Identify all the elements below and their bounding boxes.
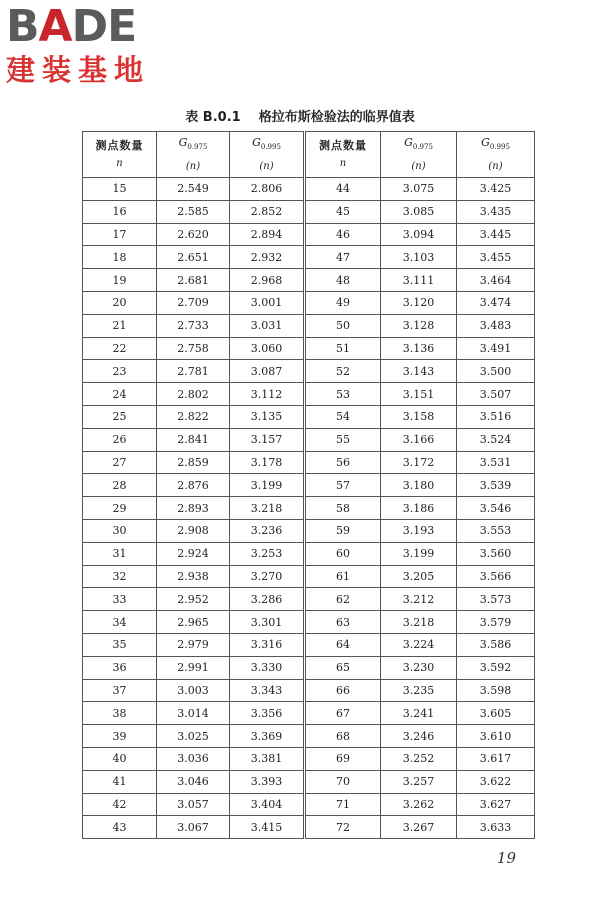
cell-g995-left: 3.135 [230, 405, 305, 428]
cell-g975-right: 3.246 [381, 725, 457, 748]
cell-g975-right: 3.136 [381, 337, 457, 360]
cell-g995-left: 3.316 [230, 633, 305, 656]
cell-g975-left: 3.067 [157, 816, 230, 839]
table-row [83, 291, 535, 314]
cell-g995-left: 3.218 [230, 497, 305, 520]
cell-g995-left: 3.178 [230, 451, 305, 474]
cell-g995-right: 3.455 [457, 246, 535, 269]
cell-g995-left: 3.415 [230, 816, 305, 839]
cell-n-right: 59 [305, 519, 381, 542]
cell-g975-left: 2.991 [157, 656, 230, 679]
cell-g975-right: 3.230 [381, 656, 457, 679]
cell-n-right: 72 [305, 816, 381, 839]
cell-g995-right: 3.610 [457, 725, 535, 748]
cell-g995-right: 3.579 [457, 611, 535, 634]
cell-g995-left: 3.270 [230, 565, 305, 588]
cell-n-left: 15 [83, 178, 157, 201]
cell-g975-right: 3.186 [381, 497, 457, 520]
cell-g975-right: 3.128 [381, 314, 457, 337]
cell-g995-right: 3.425 [457, 178, 535, 201]
cell-g975-right: 3.143 [381, 360, 457, 383]
cell-g995-left: 3.087 [230, 360, 305, 383]
cell-n-left: 39 [83, 725, 157, 748]
cell-n-right: 70 [305, 770, 381, 793]
table-row [83, 679, 535, 702]
header-n-left: 测点数量 n [83, 132, 157, 178]
cell-g975-left: 2.651 [157, 246, 230, 269]
cell-g995-right: 3.573 [457, 588, 535, 611]
cell-g975-right: 3.262 [381, 793, 457, 816]
table-row [83, 519, 535, 542]
cell-n-right: 56 [305, 451, 381, 474]
cell-n-right: 62 [305, 588, 381, 611]
cell-g995-right: 3.617 [457, 747, 535, 770]
cell-g995-right: 3.474 [457, 291, 535, 314]
table-row [83, 200, 535, 223]
cell-g975-right: 3.075 [381, 178, 457, 201]
logo-letter-b: B [6, 1, 39, 52]
cell-n-right: 44 [305, 178, 381, 201]
cell-n-left: 27 [83, 451, 157, 474]
header-g995-left: $G_{0.995}$ (n) [230, 132, 305, 178]
cell-g975-right: 3.085 [381, 200, 457, 223]
cell-g995-left: 3.286 [230, 588, 305, 611]
cell-g975-left: 2.781 [157, 360, 230, 383]
cell-g995-left: 3.330 [230, 656, 305, 679]
table-row [83, 611, 535, 634]
table-body [83, 178, 535, 839]
cell-g975-right: 3.235 [381, 679, 457, 702]
cell-g975-right: 3.252 [381, 747, 457, 770]
cell-n-left: 21 [83, 314, 157, 337]
cell-n-left: 22 [83, 337, 157, 360]
cell-g975-right: 3.205 [381, 565, 457, 588]
cell-n-left: 24 [83, 383, 157, 406]
cell-g995-left: 3.343 [230, 679, 305, 702]
table-row [83, 656, 535, 679]
table-caption [0, 106, 600, 125]
header-n-right: 测点数量 n [305, 132, 381, 178]
cell-g995-left: 2.932 [230, 246, 305, 269]
cell-g975-left: 2.802 [157, 383, 230, 406]
table-row [83, 770, 535, 793]
cell-g995-left: 3.301 [230, 611, 305, 634]
cell-g975-right: 3.172 [381, 451, 457, 474]
cell-n-left: 17 [83, 223, 157, 246]
cell-g995-right: 3.524 [457, 428, 535, 451]
cell-g975-left: 2.924 [157, 542, 230, 565]
cell-g995-right: 3.483 [457, 314, 535, 337]
cell-g995-left: 3.157 [230, 428, 305, 451]
cell-n-left: 43 [83, 816, 157, 839]
cell-g995-left: 2.968 [230, 269, 305, 292]
cell-g975-right: 3.180 [381, 474, 457, 497]
cell-g975-left: 2.822 [157, 405, 230, 428]
critical-value-table [82, 131, 535, 839]
cell-g975-left: 3.014 [157, 702, 230, 725]
cell-g995-right: 3.539 [457, 474, 535, 497]
cell-n-left: 25 [83, 405, 157, 428]
cell-g975-right: 3.151 [381, 383, 457, 406]
cell-g975-left: 2.938 [157, 565, 230, 588]
cell-n-right: 71 [305, 793, 381, 816]
cell-g975-left: 3.057 [157, 793, 230, 816]
cell-g995-right: 3.491 [457, 337, 535, 360]
cell-g975-right: 3.257 [381, 770, 457, 793]
cell-g995-right: 3.553 [457, 519, 535, 542]
cell-g975-left: 2.876 [157, 474, 230, 497]
cell-g995-right: 3.566 [457, 565, 535, 588]
cell-g975-left: 2.620 [157, 223, 230, 246]
cell-g995-right: 3.500 [457, 360, 535, 383]
cell-n-right: 68 [305, 725, 381, 748]
page-number: 19 [496, 849, 516, 867]
cell-n-right: 51 [305, 337, 381, 360]
cell-g975-left: 2.585 [157, 200, 230, 223]
cell-g975-right: 3.111 [381, 269, 457, 292]
cell-g975-right: 3.120 [381, 291, 457, 314]
cell-g975-left: 2.893 [157, 497, 230, 520]
cell-g975-left: 3.025 [157, 725, 230, 748]
cell-g995-right: 3.531 [457, 451, 535, 474]
table-row [83, 451, 535, 474]
cell-g995-left: 3.236 [230, 519, 305, 542]
cell-n-right: 61 [305, 565, 381, 588]
table-number: 表 B.0.1 [185, 110, 241, 125]
cell-g975-left: 2.733 [157, 314, 230, 337]
table-row [83, 314, 535, 337]
table-row [83, 360, 535, 383]
cell-n-right: 64 [305, 633, 381, 656]
table-row [83, 702, 535, 725]
cell-g995-left: 3.356 [230, 702, 305, 725]
cell-g975-left: 2.965 [157, 611, 230, 634]
cell-g975-left: 2.709 [157, 291, 230, 314]
cell-g975-right: 3.158 [381, 405, 457, 428]
header-g975-left: $G_{0.975}$ (n) [157, 132, 230, 178]
table-row [83, 337, 535, 360]
cell-n-left: 37 [83, 679, 157, 702]
cell-g975-right: 3.199 [381, 542, 457, 565]
table-row [83, 633, 535, 656]
cell-n-right: 54 [305, 405, 381, 428]
cell-n-left: 26 [83, 428, 157, 451]
cell-n-right: 63 [305, 611, 381, 634]
cell-g975-left: 3.003 [157, 679, 230, 702]
cell-n-right: 66 [305, 679, 381, 702]
table-row [83, 269, 535, 292]
logo-letter-a: A [38, 1, 72, 52]
cell-n-left: 33 [83, 588, 157, 611]
cell-n-left: 40 [83, 747, 157, 770]
cell-g975-right: 3.218 [381, 611, 457, 634]
cell-g975-left: 2.859 [157, 451, 230, 474]
cell-n-left: 34 [83, 611, 157, 634]
cell-g975-left: 2.952 [157, 588, 230, 611]
table-row [83, 405, 535, 428]
cell-n-right: 58 [305, 497, 381, 520]
table-row [83, 474, 535, 497]
logo-wordmark [6, 1, 176, 52]
cell-g995-right: 3.633 [457, 816, 535, 839]
bade-logo [6, 1, 176, 88]
cell-g995-left: 3.404 [230, 793, 305, 816]
table-row [83, 725, 535, 748]
cell-n-left: 28 [83, 474, 157, 497]
table-row [83, 383, 535, 406]
cell-g975-left: 2.758 [157, 337, 230, 360]
cell-g995-left: 2.806 [230, 178, 305, 201]
cell-g975-left: 3.036 [157, 747, 230, 770]
cell-g995-left: 3.060 [230, 337, 305, 360]
cell-g995-left: 2.852 [230, 200, 305, 223]
cell-g995-left: 2.894 [230, 223, 305, 246]
cell-g995-right: 3.605 [457, 702, 535, 725]
cell-g995-right: 3.445 [457, 223, 535, 246]
cell-n-right: 69 [305, 747, 381, 770]
table-header-row [83, 132, 535, 178]
cell-g975-left: 3.046 [157, 770, 230, 793]
cell-g995-right: 3.435 [457, 200, 535, 223]
cell-n-right: 67 [305, 702, 381, 725]
cell-n-right: 52 [305, 360, 381, 383]
cell-n-right: 45 [305, 200, 381, 223]
cell-n-left: 20 [83, 291, 157, 314]
cell-n-right: 53 [305, 383, 381, 406]
cell-g975-right: 3.212 [381, 588, 457, 611]
cell-n-right: 49 [305, 291, 381, 314]
cell-n-left: 18 [83, 246, 157, 269]
table-row [83, 178, 535, 201]
cell-n-left: 31 [83, 542, 157, 565]
cell-g995-right: 3.598 [457, 679, 535, 702]
cell-n-left: 29 [83, 497, 157, 520]
cell-n-left: 23 [83, 360, 157, 383]
cell-g995-right: 3.464 [457, 269, 535, 292]
table-row [83, 497, 535, 520]
cell-n-left: 36 [83, 656, 157, 679]
cell-n-left: 16 [83, 200, 157, 223]
cell-g975-left: 2.549 [157, 178, 230, 201]
cell-g975-right: 3.103 [381, 246, 457, 269]
cell-n-right: 47 [305, 246, 381, 269]
cell-g995-right: 3.592 [457, 656, 535, 679]
cell-n-left: 35 [83, 633, 157, 656]
cell-g995-right: 3.516 [457, 405, 535, 428]
table-row [83, 428, 535, 451]
cell-g995-right: 3.627 [457, 793, 535, 816]
cell-g975-right: 3.094 [381, 223, 457, 246]
cell-n-left: 32 [83, 565, 157, 588]
cell-n-right: 55 [305, 428, 381, 451]
cell-n-left: 38 [83, 702, 157, 725]
cell-g975-right: 3.166 [381, 428, 457, 451]
table-row [83, 542, 535, 565]
cell-n-right: 57 [305, 474, 381, 497]
cell-g995-left: 3.381 [230, 747, 305, 770]
logo-chinese-text: 建装基地 [6, 53, 151, 87]
table-row [83, 793, 535, 816]
cell-n-left: 30 [83, 519, 157, 542]
cell-n-right: 60 [305, 542, 381, 565]
cell-g975-right: 3.224 [381, 633, 457, 656]
cell-n-left: 42 [83, 793, 157, 816]
cell-n-right: 65 [305, 656, 381, 679]
cell-g995-right: 3.546 [457, 497, 535, 520]
table-row [83, 588, 535, 611]
table-row [83, 565, 535, 588]
cell-g975-left: 2.908 [157, 519, 230, 542]
cell-g995-right: 3.586 [457, 633, 535, 656]
table-row [83, 816, 535, 839]
table-title: 格拉布斯检验法的临界值表 [258, 110, 415, 125]
cell-n-right: 48 [305, 269, 381, 292]
cell-g995-left: 3.112 [230, 383, 305, 406]
cell-g975-right: 3.193 [381, 519, 457, 542]
table-row [83, 747, 535, 770]
cell-g975-right: 3.267 [381, 816, 457, 839]
header-g975-right: $G_{0.975}$ (n) [381, 132, 457, 178]
cell-n-right: 46 [305, 223, 381, 246]
cell-n-left: 41 [83, 770, 157, 793]
cell-g995-left: 3.369 [230, 725, 305, 748]
cell-g975-left: 2.841 [157, 428, 230, 451]
header-g995-right: $G_{0.995}$ (n) [457, 132, 535, 178]
cell-g995-right: 3.622 [457, 770, 535, 793]
cell-g995-left: 3.393 [230, 770, 305, 793]
cell-g995-left: 3.253 [230, 542, 305, 565]
cell-g995-left: 3.001 [230, 291, 305, 314]
cell-g995-right: 3.507 [457, 383, 535, 406]
cell-g995-left: 3.199 [230, 474, 305, 497]
table-row [83, 223, 535, 246]
logo-letters-de: DE [71, 1, 137, 52]
cell-g975-right: 3.241 [381, 702, 457, 725]
cell-g995-right: 3.560 [457, 542, 535, 565]
cell-n-left: 19 [83, 269, 157, 292]
cell-n-right: 50 [305, 314, 381, 337]
cell-g995-left: 3.031 [230, 314, 305, 337]
cell-g975-left: 2.979 [157, 633, 230, 656]
table-row [83, 246, 535, 269]
cell-g975-left: 2.681 [157, 269, 230, 292]
